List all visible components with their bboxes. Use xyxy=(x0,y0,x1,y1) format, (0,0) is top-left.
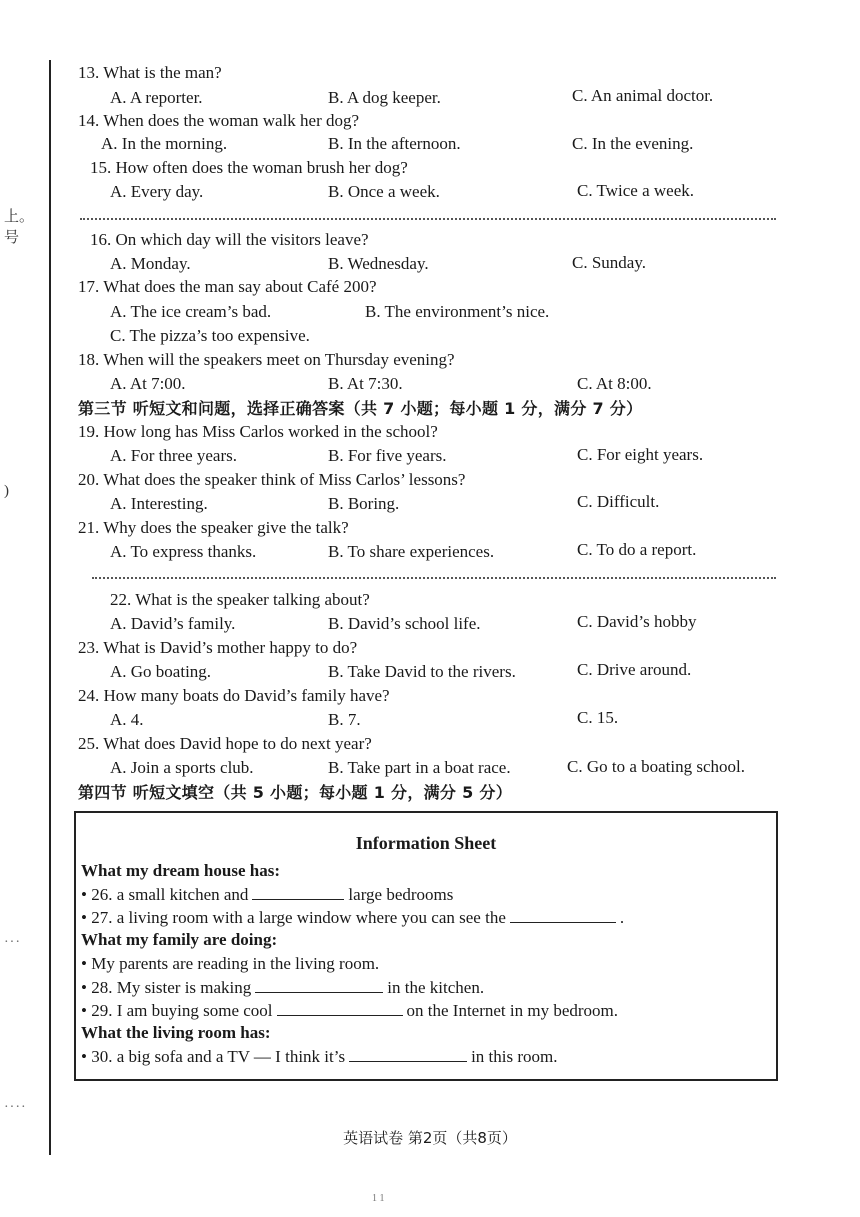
option-21b: B. To share experiences. xyxy=(328,542,495,561)
option-13a: A. A reporter. xyxy=(110,88,203,107)
option-23c: C. Drive around. xyxy=(577,660,692,679)
section-4-heading: 第四节 听短文填空（共 5 小题；每小题 1 分，满分 5 分） xyxy=(78,783,512,802)
option-22a: A. David’s family. xyxy=(110,614,236,633)
side-dots-2: ···· xyxy=(4,1100,27,1115)
option-23b: B. Take David to the rivers. xyxy=(328,662,516,681)
question-13: 13. What is the man? xyxy=(78,63,222,82)
living-room-heading: What the living room has: xyxy=(81,1023,271,1042)
option-22b: B. David’s school life. xyxy=(328,614,481,633)
section-3-heading: 第三节 听短文和问题，选择正确答案（共 7 小题；每小题 1 分，满分 7 分） xyxy=(78,399,643,418)
option-16a: A. Monday. xyxy=(110,254,191,273)
family-heading: What my family are doing: xyxy=(81,930,278,949)
option-22c: C. David’s hobby xyxy=(577,612,697,631)
option-21a: A. To express thanks. xyxy=(110,542,257,561)
option-15b: B. Once a week. xyxy=(328,182,440,201)
option-20c: C. Difficult. xyxy=(577,492,660,511)
option-17b: B. The environment’s nice. xyxy=(365,302,550,321)
option-15a: A. Every day. xyxy=(110,182,204,201)
option-14a: A. In the morning. xyxy=(101,134,228,153)
blank-30[interactable] xyxy=(349,1046,467,1062)
item-28-text-before: • 28. My sister is making xyxy=(81,978,252,997)
option-16b: B. Wednesday. xyxy=(328,254,429,273)
item-30-text-after: in this room. xyxy=(471,1047,558,1066)
option-24a: A. 4. xyxy=(110,710,144,729)
fold-line-2 xyxy=(92,577,776,579)
option-18a: A. At 7:00. xyxy=(110,374,186,393)
question-23: 23. What is David’s mother happy to do? xyxy=(78,638,358,657)
information-sheet xyxy=(74,811,778,1081)
item-26-text-after: large bedrooms xyxy=(348,885,454,904)
blank-29[interactable] xyxy=(277,1000,403,1016)
item-parents: • My parents are reading in the living room. xyxy=(81,954,380,973)
blank-26[interactable] xyxy=(252,884,344,900)
item-30-text-before: • 30. a big sofa and a TV — I think it’s xyxy=(81,1047,346,1066)
option-23a: A. Go boating. xyxy=(110,662,212,681)
option-18c: C. At 8:00. xyxy=(577,374,652,393)
side-mark-3: ) xyxy=(4,483,9,499)
option-14c: C. In the evening. xyxy=(572,134,694,153)
option-19b: B. For five years. xyxy=(328,446,447,465)
option-20b: B. Boring. xyxy=(328,494,400,513)
item-27-text-after: . xyxy=(619,908,625,927)
question-14: 14. When does the woman walk her dog? xyxy=(78,111,360,130)
question-21: 21. Why does the speaker give the talk? xyxy=(78,518,349,537)
option-21c: C. To do a report. xyxy=(577,540,697,559)
question-24: 24. How many boats do David’s family have? xyxy=(78,686,390,705)
question-16: 16. On which day will the visitors leave? xyxy=(90,230,369,249)
fold-line-1 xyxy=(80,218,776,220)
item-26 xyxy=(81,884,453,905)
option-20a: A. Interesting. xyxy=(110,494,208,513)
option-14b: B. In the afternoon. xyxy=(328,134,461,153)
option-17a: A. The ice cream’s bad. xyxy=(110,302,272,321)
option-13c: C. An animal doctor. xyxy=(572,86,714,105)
side-mark-1: 上。 xyxy=(4,209,35,225)
option-19c: C. For eight years. xyxy=(577,445,704,464)
option-25b: B. Take part in a boat race. xyxy=(328,758,511,777)
item-27 xyxy=(81,907,624,928)
option-15c: C. Twice a week. xyxy=(577,181,694,200)
option-16c: C. Sunday. xyxy=(572,253,646,272)
question-15: 15. How often does the woman brush her dog? xyxy=(90,158,408,177)
blank-27[interactable] xyxy=(510,907,616,923)
option-13b: B. A dog keeper. xyxy=(328,88,441,107)
side-mark-2: 号 xyxy=(4,230,20,246)
question-20: 20. What does the speaker think of Miss Carlos’ lessons? xyxy=(78,470,466,489)
option-25c: C. Go to a boating school. xyxy=(567,757,746,776)
item-30 xyxy=(81,1046,558,1067)
item-29 xyxy=(81,1000,618,1021)
item-28 xyxy=(81,977,484,998)
option-24b: B. 7. xyxy=(328,710,361,729)
page-mark: 1 1 xyxy=(372,1193,385,1204)
option-25a: A. Join a sports club. xyxy=(110,758,254,777)
question-22: 22. What is the speaker talking about? xyxy=(110,590,370,609)
information-sheet-title: Information Sheet xyxy=(355,833,497,853)
option-18b: B. At 7:30. xyxy=(328,374,403,393)
side-dots-1: ··· xyxy=(4,935,21,950)
option-19a: A. For three years. xyxy=(110,446,237,465)
margin-line xyxy=(49,60,51,1155)
dream-house-heading: What my dream house has: xyxy=(81,861,280,880)
question-18: 18. When will the speakers meet on Thursday evening? xyxy=(78,350,455,369)
question-19: 19. How long has Miss Carlos worked in the school? xyxy=(78,422,438,441)
page-footer: 英语试卷 第2页（共8页） xyxy=(343,1129,517,1147)
blank-28[interactable] xyxy=(255,977,383,993)
option-24c: C. 15. xyxy=(577,708,619,727)
item-28-text-after: in the kitchen. xyxy=(387,978,485,997)
item-27-text-before: • 27. a living room with a large window where you can see the xyxy=(81,908,506,927)
question-17: 17. What does the man say about Café 200? xyxy=(78,277,377,296)
item-26-text-before: • 26. a small kitchen and xyxy=(81,885,249,904)
item-29-text-before: • 29. I am buying some cool xyxy=(81,1001,273,1020)
item-29-text-after: on the Internet in my bedroom. xyxy=(406,1001,619,1020)
option-17c: C. The pizza’s too expensive. xyxy=(110,326,310,345)
question-25: 25. What does David hope to do next year? xyxy=(78,734,372,753)
